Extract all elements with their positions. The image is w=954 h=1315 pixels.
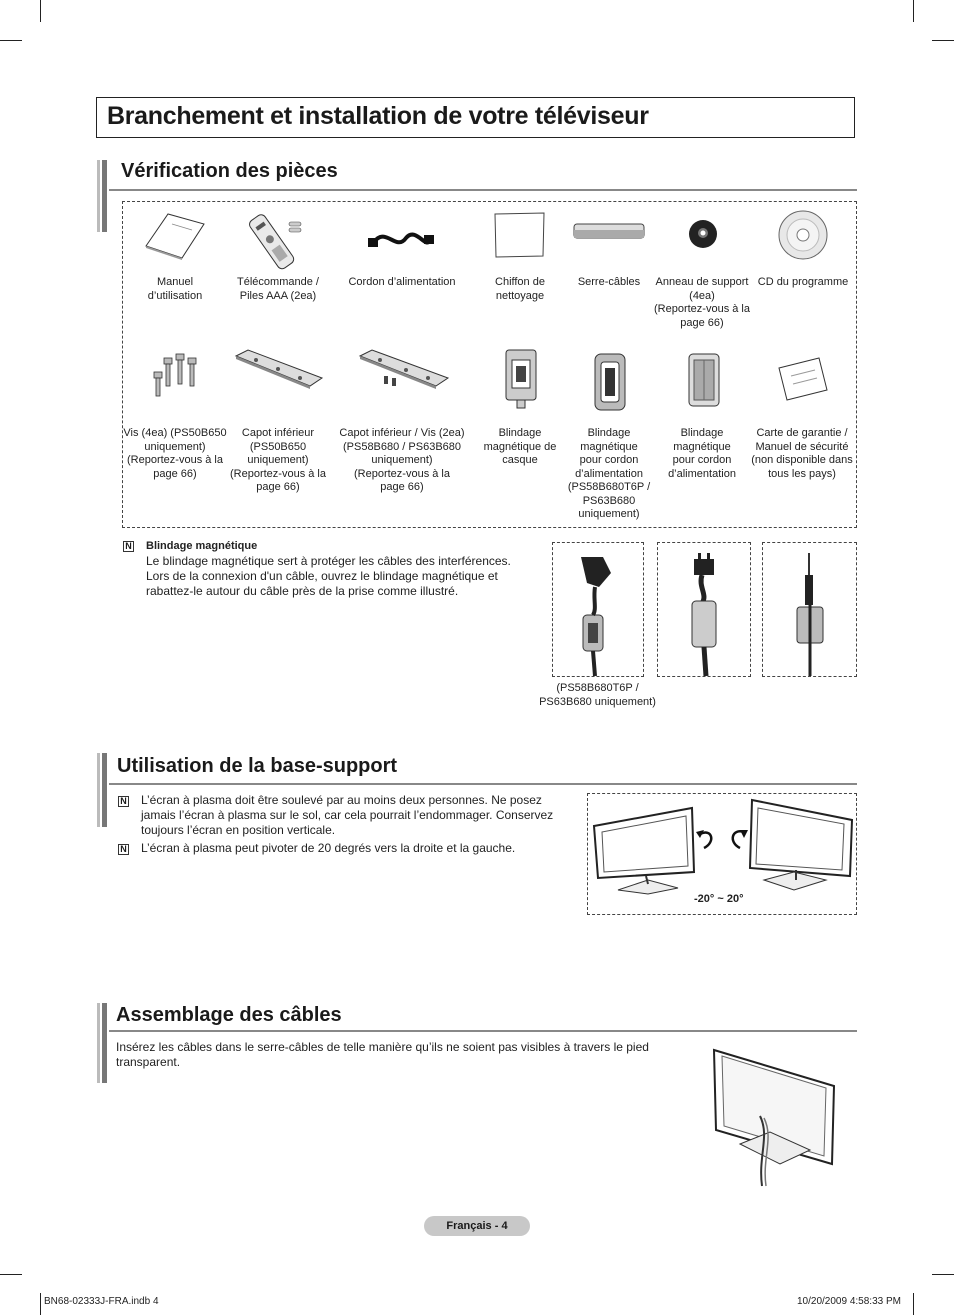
stand-note-1: L’écran à plasma doit être soulevé par au moins deux personnes. Ne posez jamais l’écran à plasma sur le sol, car cela pourrait l’endommager. Conservez toujours l’écran en position verticale. — [141, 793, 554, 837]
section-bar — [97, 753, 107, 827]
power-plug-ferrite-icon — [553, 543, 643, 676]
note-title: Blindage magnétique — [146, 540, 258, 552]
crop-mark — [932, 40, 954, 41]
cd-icon — [776, 208, 830, 262]
crop-mark — [932, 1274, 954, 1275]
section-title-cables: Assemblage des câbles — [116, 1004, 342, 1026]
cable-assembly-text: Insérez les câbles dans le serre-câbles de telle manière qu’ils ne soient pas visibles à travers le pied transparent. — [116, 1040, 649, 1069]
crop-mark — [913, 0, 914, 22]
remote-icon — [245, 208, 307, 270]
part-label: Serre-câbles — [577, 276, 641, 288]
part-label: Anneau de support (4ea) (Reportez-vous à la page 66) — [654, 276, 750, 329]
headphone-jack-icon — [763, 543, 856, 676]
page-title-box — [96, 97, 855, 138]
section-divider — [109, 189, 857, 191]
part-label: Manuel d’utilisation — [147, 276, 203, 302]
section-divider — [109, 783, 857, 785]
cable-figure-3 — [762, 542, 857, 677]
file-name: BN68-02333J-FRA.indb 4 — [44, 1296, 159, 1307]
ferrite-power-icon — [590, 350, 630, 414]
figure-caption: (PS58B680T6P / PS63B680 uniquement) — [539, 682, 656, 708]
screws-icon — [150, 350, 206, 400]
section-title-parts: Vérification des pièces — [121, 160, 338, 182]
part-label: Télécommande / Piles AAA (2ea) — [237, 276, 319, 302]
section-title-stand: Utilisation de la base-support — [117, 755, 398, 777]
ferrite-core-icon — [684, 350, 724, 410]
note-icon: N — [118, 844, 129, 855]
power-plug-core-icon — [658, 543, 750, 676]
crop-mark — [40, 0, 41, 22]
section-bar — [97, 1003, 107, 1083]
cloth-icon — [492, 210, 548, 260]
manual-icon — [142, 210, 208, 260]
part-label: Blindage magnétique de casque — [483, 427, 557, 466]
cover-screws-icon — [356, 348, 450, 390]
cover-icon — [232, 348, 324, 390]
cable-figure-1 — [552, 542, 644, 677]
part-label: Capot inférieur / Vis (2ea) (PS58B680 / PS63B680 uniquement) (Reportez-vous à la page 66) — [339, 427, 465, 493]
crop-mark — [40, 1293, 41, 1315]
ferrite-headphone-icon — [500, 346, 542, 412]
page-number-label: Français - 4 — [424, 1216, 530, 1236]
part-label: Blindage magnétique pour cordon d’alimentation (PS58B680T6P / PS63B680 uniquement) — [567, 427, 651, 520]
part-label: CD du programme — [757, 276, 849, 288]
power-cord-icon — [366, 222, 436, 258]
section-divider — [109, 1030, 857, 1032]
print-datetime: 10/20/2009 4:58:33 PM — [797, 1296, 901, 1307]
part-label: Blindage magnétique pour cordon d’alimentation — [668, 427, 736, 480]
tv-back-cable-icon — [700, 1046, 840, 1192]
crop-mark — [913, 1293, 914, 1315]
note-icon: N — [118, 796, 129, 807]
warranty-card-icon — [775, 356, 831, 402]
cable-figure-2 — [657, 542, 751, 677]
section-bar — [97, 160, 107, 232]
ring-icon — [685, 216, 721, 252]
crop-mark — [0, 1274, 22, 1275]
note-icon: N — [123, 541, 134, 552]
crop-mark — [0, 40, 22, 41]
part-label: Capot inférieur (PS50B650 uniquement) (Reportez-vous à la page 66) — [230, 427, 326, 493]
note-text: Le blindage magnétique sert à protéger les câbles des interférences. Lors de la connexion d'un câble, ouvrez le blindage magnétique et rabattez-le autour du câble près de la prise comme illustré. — [146, 554, 511, 598]
cable-tie-icon — [572, 220, 648, 244]
stand-note-2: L’écran à plasma peut pivoter de 20 degrés vers la droite et la gauche. — [141, 841, 516, 855]
part-label: Cordon d’alimentation — [348, 276, 456, 288]
page-title: Branchement et installation de votre téléviseur — [107, 102, 649, 130]
part-label: Carte de garantie / Manuel de sécurité (non disponible dans tous les pays) — [751, 427, 853, 480]
part-label: Chiffon de nettoyage — [495, 276, 545, 302]
part-label: Vis (4ea) (PS50B650 uniquement) (Reportez-vous à la page 66) — [123, 427, 227, 480]
swivel-range-label: -20° ~ 20° — [694, 893, 744, 905]
